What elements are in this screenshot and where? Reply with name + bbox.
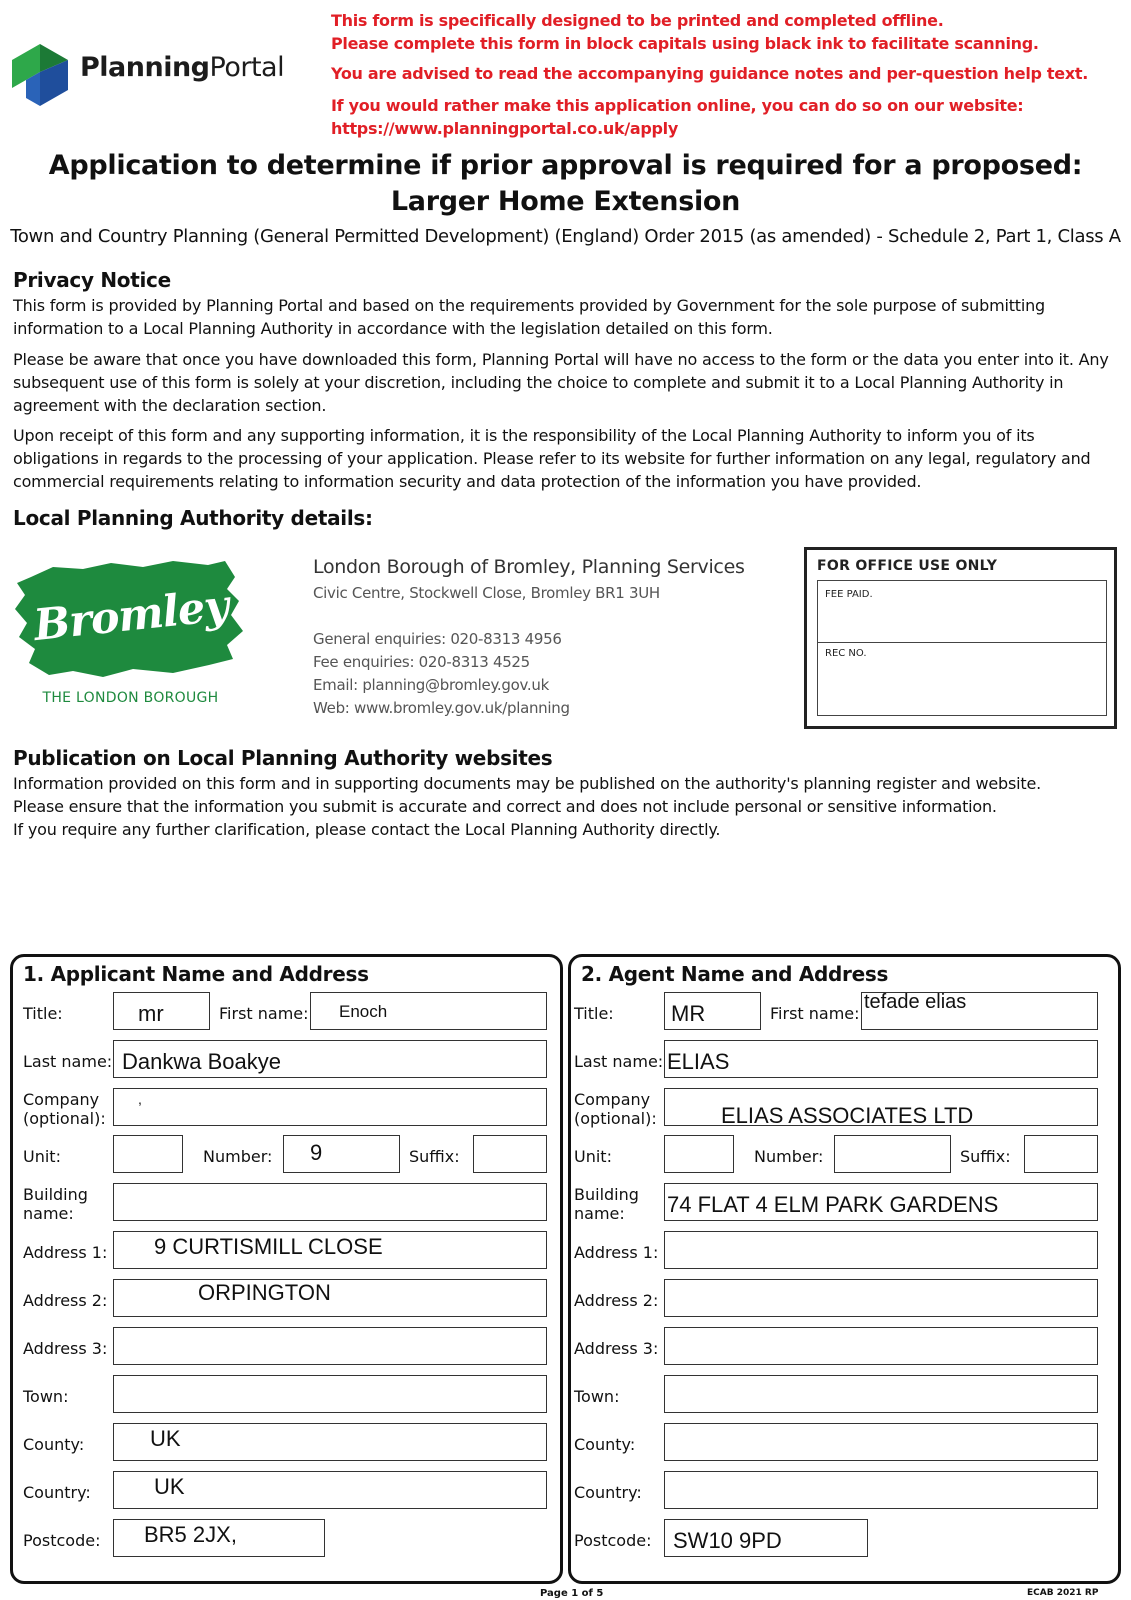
unit-label: Unit: [23, 1147, 61, 1166]
agent-number-field[interactable] [834, 1135, 951, 1173]
agent-first-name-value: tefade elias [864, 991, 967, 1013]
applicant-town-field[interactable] [113, 1375, 547, 1413]
legislation-subtitle: Town and Country Planning (General Permitted Development) (England) Order 2015 (as amended) - Schedule 2, Part 1, Class A [10, 226, 1121, 247]
applicant-county-field[interactable] [113, 1423, 547, 1461]
page-title [0, 148, 1131, 220]
notice-block-capitals: Please complete this form in block capitals using black ink to facilitate scanning. [331, 34, 1039, 53]
agent-country-field[interactable] [664, 1471, 1098, 1509]
county-label: County: [574, 1435, 636, 1454]
agent-town-field[interactable] [664, 1375, 1098, 1413]
postcode-label: Postcode: [574, 1531, 652, 1550]
lpa-web: Web: www.bromley.gov.uk/planning [313, 699, 570, 717]
applicant-building-field[interactable] [113, 1183, 547, 1221]
company-label-line1: Company [23, 1090, 100, 1109]
lpa-name: London Borough of Bromley, Planning Services [313, 556, 745, 578]
agent-title-field[interactable] [664, 992, 761, 1030]
last-name-label: Last name: [23, 1052, 113, 1071]
applicant-number-value: 9 [310, 1140, 323, 1165]
publication-line-3: If you require any further clarification, please contact the Local Planning Authority directly. [13, 820, 721, 839]
agent-suffix-field[interactable] [1024, 1135, 1098, 1173]
office-use-fields [817, 580, 1107, 716]
agent-company-field[interactable] [664, 1088, 1098, 1126]
building-label-line2: name: [574, 1204, 625, 1223]
company-label-line2: (optional): [23, 1109, 106, 1128]
office-use-box [804, 547, 1117, 729]
applicant-country-field[interactable] [113, 1471, 547, 1509]
applicant-company-value: , [138, 1091, 142, 1107]
planning-portal-logo [10, 38, 290, 108]
planning-portal-logo-icon [10, 38, 76, 108]
lpa-fee-enquiries: Fee enquiries: 020-8313 4525 [313, 653, 530, 671]
agent-heading: 2. Agent Name and Address [581, 962, 889, 986]
suffix-label: Suffix: [960, 1147, 1011, 1166]
number-label: Number: [203, 1147, 273, 1166]
applicant-address2-value: ORPINGTON [198, 1280, 331, 1305]
rec-no-label: REC NO. [825, 648, 867, 659]
notice-guidance: You are advised to read the accompanying guidance notes and per-question help text. [331, 64, 1088, 83]
agent-address1-field[interactable] [664, 1231, 1098, 1269]
planning-portal-wordmark: PlanningPortal [80, 52, 285, 83]
agent-company-value: ELIAS ASSOCIATES LTD [721, 1103, 974, 1128]
lpa-address: Civic Centre, Stockwell Close, Bromley BR1 3UH [313, 584, 660, 602]
applicant-first-name-field[interactable] [310, 992, 547, 1030]
page-number: Page 1 of 5 [540, 1588, 604, 1599]
country-label: Country: [574, 1483, 642, 1502]
applicant-heading: 1. Applicant Name and Address [23, 962, 369, 986]
publication-heading: Publication on Local Planning Authority websites [13, 746, 553, 770]
first-name-label: First name: [219, 1004, 309, 1023]
notice-offline: This form is specifically designed to be printed and completed offline. [331, 11, 944, 30]
agent-last-name-value: ELIAS [667, 1049, 730, 1074]
applicant-last-name-field[interactable] [113, 1040, 547, 1078]
lpa-general-enquiries: General enquiries: 020-8313 4956 [313, 630, 562, 648]
company-label [574, 1090, 657, 1128]
address3-label: Address 3: [23, 1339, 108, 1358]
agent-title-value: MR [671, 1001, 706, 1026]
applicant-last-name-value: Dankwa Boakye [122, 1049, 281, 1074]
agent-postcode-field[interactable] [664, 1519, 868, 1557]
company-label-line2: (optional): [574, 1109, 657, 1128]
office-use-title: FOR OFFICE USE ONLY [817, 558, 998, 574]
agent-panel [568, 954, 1121, 1584]
county-label: County: [23, 1435, 85, 1454]
applicant-address1-field[interactable] [113, 1231, 547, 1269]
title-label: Title: [574, 1004, 614, 1023]
publication-line-1: Information provided on this form and in supporting documents may be published on the authority's planning register and website. [13, 774, 1041, 793]
company-label-line1: Company [574, 1090, 651, 1109]
applicant-county-value: UK [150, 1426, 181, 1451]
address1-label: Address 1: [23, 1243, 108, 1262]
first-name-label: First name: [770, 1004, 860, 1023]
address1-label: Address 1: [574, 1243, 659, 1262]
applicant-postcode-value: BR5 2JX, [144, 1522, 237, 1547]
applicant-title-field[interactable] [113, 992, 210, 1030]
building-label [574, 1185, 639, 1223]
agent-address3-field[interactable] [664, 1327, 1098, 1365]
agent-county-field[interactable] [664, 1423, 1098, 1461]
agent-first-name-field[interactable] [861, 992, 1098, 1030]
title-label: Title: [23, 1004, 63, 1023]
applicant-address2-field[interactable] [113, 1279, 547, 1317]
bromley-logo-word: Bromley [31, 580, 231, 652]
company-label [23, 1090, 106, 1128]
applicant-company-field[interactable] [113, 1088, 547, 1126]
address2-label: Address 2: [574, 1291, 659, 1310]
privacy-paragraph-3: Upon receipt of this form and any supporting information, it is the responsibility of the Local Planning Authority to inform you of its obligations in regards to the processing of your application. Please refer to its website for further information on any legal, regulatory and commercial requirements relating to information security and data protection of the information you have provided. [13, 426, 1091, 491]
applicant-address3-field[interactable] [113, 1327, 547, 1365]
country-label: Country: [23, 1483, 91, 1502]
applicant-unit-field[interactable] [113, 1135, 183, 1173]
building-label-line1: Building [23, 1185, 88, 1204]
form-code: ECAB 2021 RP [1027, 1588, 1099, 1598]
building-label [23, 1185, 88, 1223]
number-label: Number: [754, 1147, 824, 1166]
last-name-label: Last name: [574, 1052, 664, 1071]
fee-paid-label: FEE PAID. [825, 589, 873, 600]
town-label: Town: [23, 1387, 69, 1406]
applicant-title-value: mr [138, 1001, 164, 1026]
privacy-paragraph-2: Please be aware that once you have downloaded this form, Planning Portal will have no access to the form or the data you enter into it. Any subsequent use of this form is solely at your discretion, including the choice to complete and submit it to a Local Planning Authority in agreement with the declaration section. [13, 350, 1109, 415]
notice-url-link[interactable]: https://www.planningportal.co.uk/apply [331, 119, 678, 138]
postcode-label: Postcode: [23, 1531, 101, 1550]
agent-unit-field[interactable] [664, 1135, 734, 1173]
privacy-paragraph-1: This form is provided by Planning Portal and based on the requirements provided by Government for the sole purpose of submitting information to a Local Planning Authority in accordance with the legislation detailed on this form. [13, 296, 1046, 338]
unit-label: Unit: [574, 1147, 612, 1166]
publication-line-2: Please ensure that the information you submit is accurate and correct and does not include personal or sensitive information. [13, 797, 997, 816]
office-divider [818, 642, 1106, 643]
lpa-heading: Local Planning Authority details: [13, 506, 373, 530]
applicant-suffix-field[interactable] [473, 1135, 547, 1173]
agent-address2-field[interactable] [664, 1279, 1098, 1317]
notice-online: If you would rather make this application online, you can do so on our website: [331, 96, 1024, 115]
building-label-line2: name: [23, 1204, 74, 1223]
applicant-postcode-field[interactable] [113, 1519, 325, 1557]
address2-label: Address 2: [23, 1291, 108, 1310]
page-title-line1: Application to determine if prior approval is required for a proposed: [48, 150, 1083, 181]
address3-label: Address 3: [574, 1339, 659, 1358]
bromley-logo [13, 555, 248, 705]
applicant-panel [10, 954, 563, 1584]
applicant-first-name-value: Enoch [339, 1002, 388, 1021]
lpa-email: Email: planning@bromley.gov.uk [313, 676, 549, 694]
applicant-country-value: UK [154, 1474, 185, 1499]
page-title-line2: Larger Home Extension [390, 186, 741, 217]
building-label-line1: Building [574, 1185, 639, 1204]
privacy-heading: Privacy Notice [13, 268, 171, 292]
agent-building-field[interactable] [664, 1183, 1098, 1221]
suffix-label: Suffix: [409, 1147, 460, 1166]
agent-building-value: 74 FLAT 4 ELM PARK GARDENS [667, 1192, 999, 1217]
applicant-address1-value: 9 CURTISMILL CLOSE [154, 1234, 383, 1259]
agent-postcode-value: SW10 9PD [673, 1528, 782, 1553]
bromley-logo-caption: THE LONDON BOROUGH [42, 690, 219, 706]
town-label: Town: [574, 1387, 620, 1406]
agent-last-name-field[interactable] [664, 1040, 1098, 1078]
applicant-number-field[interactable] [283, 1135, 400, 1173]
